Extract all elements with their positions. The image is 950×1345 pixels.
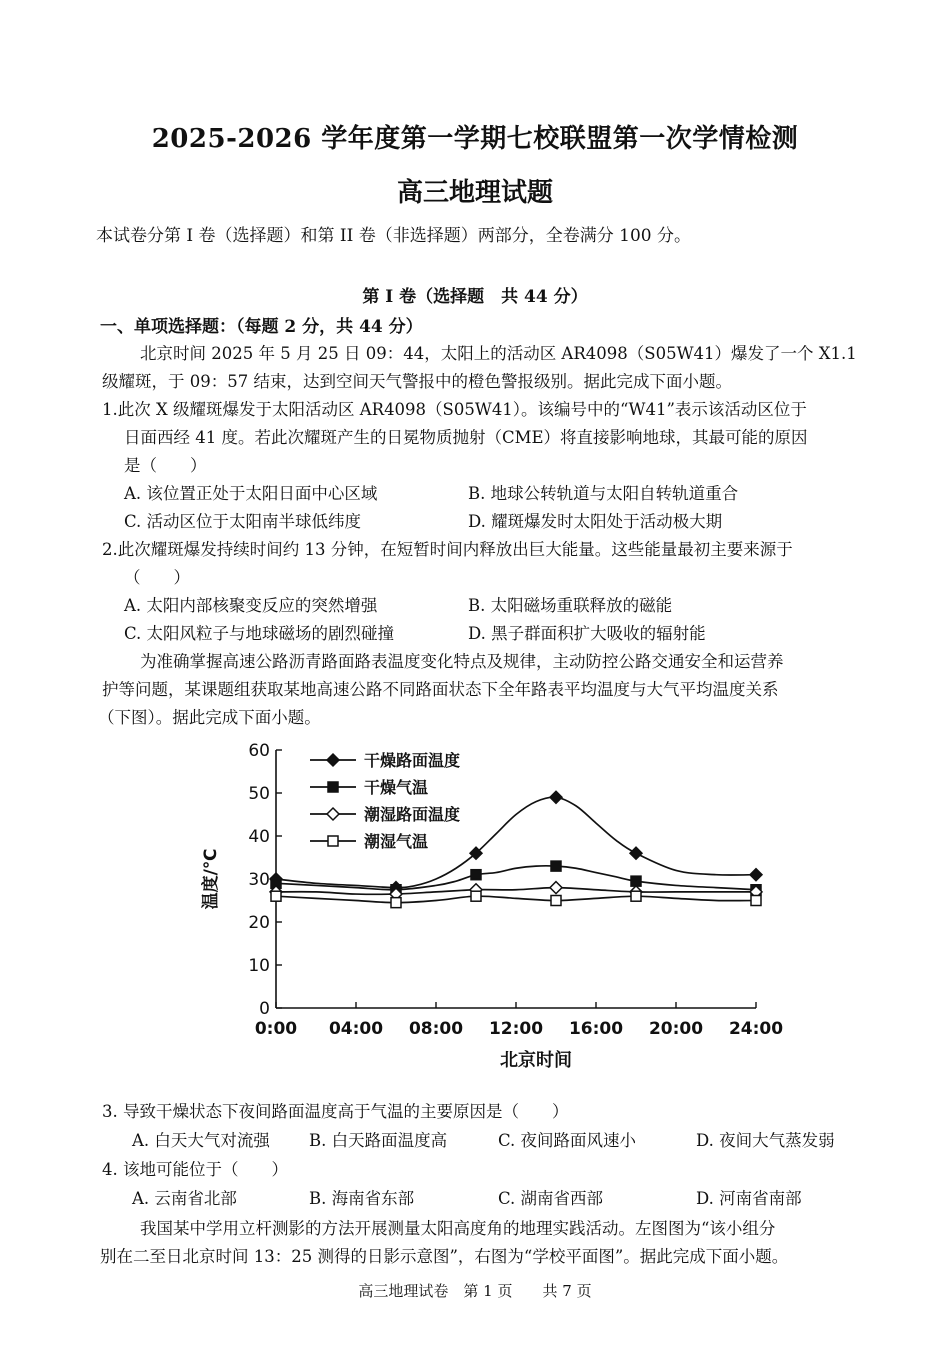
legend-label: 潮湿气温 bbox=[364, 832, 429, 851]
q1-option-c: C. 活动区位于太阳南半球低纬度 bbox=[124, 512, 362, 531]
series-4-point bbox=[551, 896, 561, 906]
legend-marker bbox=[328, 836, 338, 846]
q4-option-b: B. 海南省东部 bbox=[309, 1189, 415, 1208]
passage1-line1: 北京时间 2025 年 5 月 25 日 09：44，太阳上的活动区 AR4098（S05W41）爆发了一个 X1.1 bbox=[140, 344, 857, 363]
q3-stem: 3. 导致干燥状态下夜间路面温度高于气温的主要原因是（ ） bbox=[102, 1102, 569, 1121]
series-1-point bbox=[630, 847, 642, 859]
passage3-line1: 我国某中学用立杆测影的方法开展测量太阳高度角的地理实践活动。左图图为“该小组分 bbox=[140, 1219, 776, 1238]
series-2-point bbox=[551, 861, 561, 871]
series-line-1 bbox=[276, 797, 756, 887]
legend-label: 潮湿路面温度 bbox=[364, 805, 461, 824]
q1-stem-line3: 是（ ） bbox=[124, 456, 207, 475]
q2-option-d: D. 黑子群面积扩大吸收的辐射能 bbox=[468, 624, 706, 643]
q4-stem: 4. 该地可能位于（ ） bbox=[102, 1160, 288, 1179]
q1-stem-line2: 日面西经 41 度。若此次耀斑产生的日冕物质抛射（CME）将直接影响地球，其最可能的原因 bbox=[124, 428, 808, 447]
q2-option-b: B. 太阳磁场重联释放的磁能 bbox=[468, 596, 673, 615]
y-tick-label: 40 bbox=[248, 827, 270, 847]
series-2-point bbox=[471, 870, 481, 880]
q2-stem-line1: 2.此次耀斑爆发持续时间约 13 分钟，在短暂时间内释放出巨大能量。这些能量最初主要来源于 bbox=[102, 540, 793, 559]
series-2-point bbox=[631, 876, 641, 886]
legend-marker bbox=[327, 808, 339, 820]
passage3-line2: 别在二至日北京时间 13：25 测得的日影示意图”，右图为“学校平面图”。据此完成下面小题。 bbox=[100, 1247, 789, 1266]
series-1-point bbox=[750, 869, 762, 881]
q3-option-d: D. 夜间大气蒸发弱 bbox=[696, 1131, 835, 1150]
series-1-point bbox=[550, 791, 562, 803]
series-4-point bbox=[751, 896, 761, 906]
x-tick-label: 12:00 bbox=[488, 1019, 544, 1039]
q2-option-a: A. 太阳内部核聚变反应的突然增强 bbox=[124, 596, 378, 615]
q1-option-a: A. 该位置正处于太阳日面中心区域 bbox=[124, 484, 378, 503]
exam-title: 2025-2026 学年度第一学期七校联盟第一次学情检测 bbox=[151, 124, 799, 154]
series-4-point bbox=[471, 891, 481, 901]
q3-option-a: A. 白天大气对流强 bbox=[132, 1131, 270, 1150]
y-tick-label: 10 bbox=[248, 956, 270, 976]
x-tick-label: 08:00 bbox=[408, 1019, 464, 1039]
series-line-3 bbox=[276, 888, 756, 895]
series-3-point bbox=[550, 882, 562, 894]
q3-option-b: B. 白天路面温度高 bbox=[309, 1131, 448, 1150]
legend-label: 干燥气温 bbox=[364, 778, 429, 797]
x-tick-label: 24:00 bbox=[728, 1019, 784, 1039]
q1-option-d: D. 耀斑爆发时太阳处于活动极大期 bbox=[468, 512, 723, 531]
q2-option-c: C. 太阳风粒子与地球磁场的剧烈碰撞 bbox=[124, 624, 395, 643]
x-tick-label: 16:00 bbox=[568, 1019, 624, 1039]
part1-heading: 第 I 卷（选择题 共 44 分） bbox=[362, 287, 588, 307]
x-axis-label: 北京时间 bbox=[500, 1050, 572, 1071]
series-line-2 bbox=[276, 866, 756, 890]
q4-option-a: A. 云南省北部 bbox=[132, 1189, 237, 1208]
series-4-point bbox=[391, 898, 401, 908]
series-4-point bbox=[631, 891, 641, 901]
q1-stem-line1: 1.此次 X 级耀斑爆发于太阳活动区 AR4098（S05W41）。该编号中的“W41”表示该活动区位于 bbox=[102, 400, 807, 419]
passage2-line2: 护等问题，某课题组获取某地高速公路不同路面状态下全年路表平均温度与大气平均温度关系 bbox=[102, 680, 779, 699]
page-footer: 高三地理试卷 第 1 页 共 7 页 bbox=[358, 1282, 592, 1300]
y-tick-label: 30 bbox=[248, 870, 270, 890]
x-tick-label: 0:00 bbox=[254, 1019, 298, 1039]
q4-option-d: D. 河南省南部 bbox=[696, 1189, 802, 1208]
q3-option-c: C. 夜间路面风速小 bbox=[498, 1131, 637, 1150]
legend-marker bbox=[327, 754, 339, 766]
series-4-point bbox=[271, 891, 281, 901]
q1-option-b: B. 地球公转轨道与太阳自转轨道重合 bbox=[468, 484, 739, 503]
series-line-4 bbox=[276, 896, 756, 902]
passage2-line1: 为准确掌握高速公路沥青路面路表温度变化特点及规律，主动防控公路交通安全和运营养 bbox=[140, 652, 784, 671]
exam-subtitle: 高三地理试题 bbox=[396, 178, 553, 208]
q4-option-c: C. 湖南省西部 bbox=[498, 1189, 604, 1208]
q2-stem-line2: （ ） bbox=[124, 568, 190, 587]
y-axis-label: 温度/℃ bbox=[201, 848, 221, 910]
legend-marker bbox=[328, 782, 338, 792]
x-tick-label: 20:00 bbox=[648, 1019, 704, 1039]
section-heading: 一、单项选择题：（每题 2 分，共 44 分） bbox=[100, 317, 423, 337]
legend-label: 干燥路面温度 bbox=[364, 751, 461, 770]
exam-intro: 本试卷分第 I 卷（选择题）和第 II 卷（非选择题）两部分，全卷满分 100 分。 bbox=[96, 226, 692, 246]
passage1-line2: 级耀斑，于 09：57 结束，达到空间天气警报中的橙色警报级别。据此完成下面小题。 bbox=[102, 372, 732, 391]
y-tick-label: 20 bbox=[248, 913, 270, 933]
y-tick-label: 50 bbox=[248, 784, 270, 804]
y-tick-label: 0 bbox=[259, 999, 270, 1019]
temperature-line-chart bbox=[190, 738, 790, 1078]
passage2-line3: （下图）。据此完成下面小题。 bbox=[98, 708, 321, 727]
x-tick-label: 04:00 bbox=[328, 1019, 384, 1039]
y-tick-label: 60 bbox=[248, 741, 270, 761]
